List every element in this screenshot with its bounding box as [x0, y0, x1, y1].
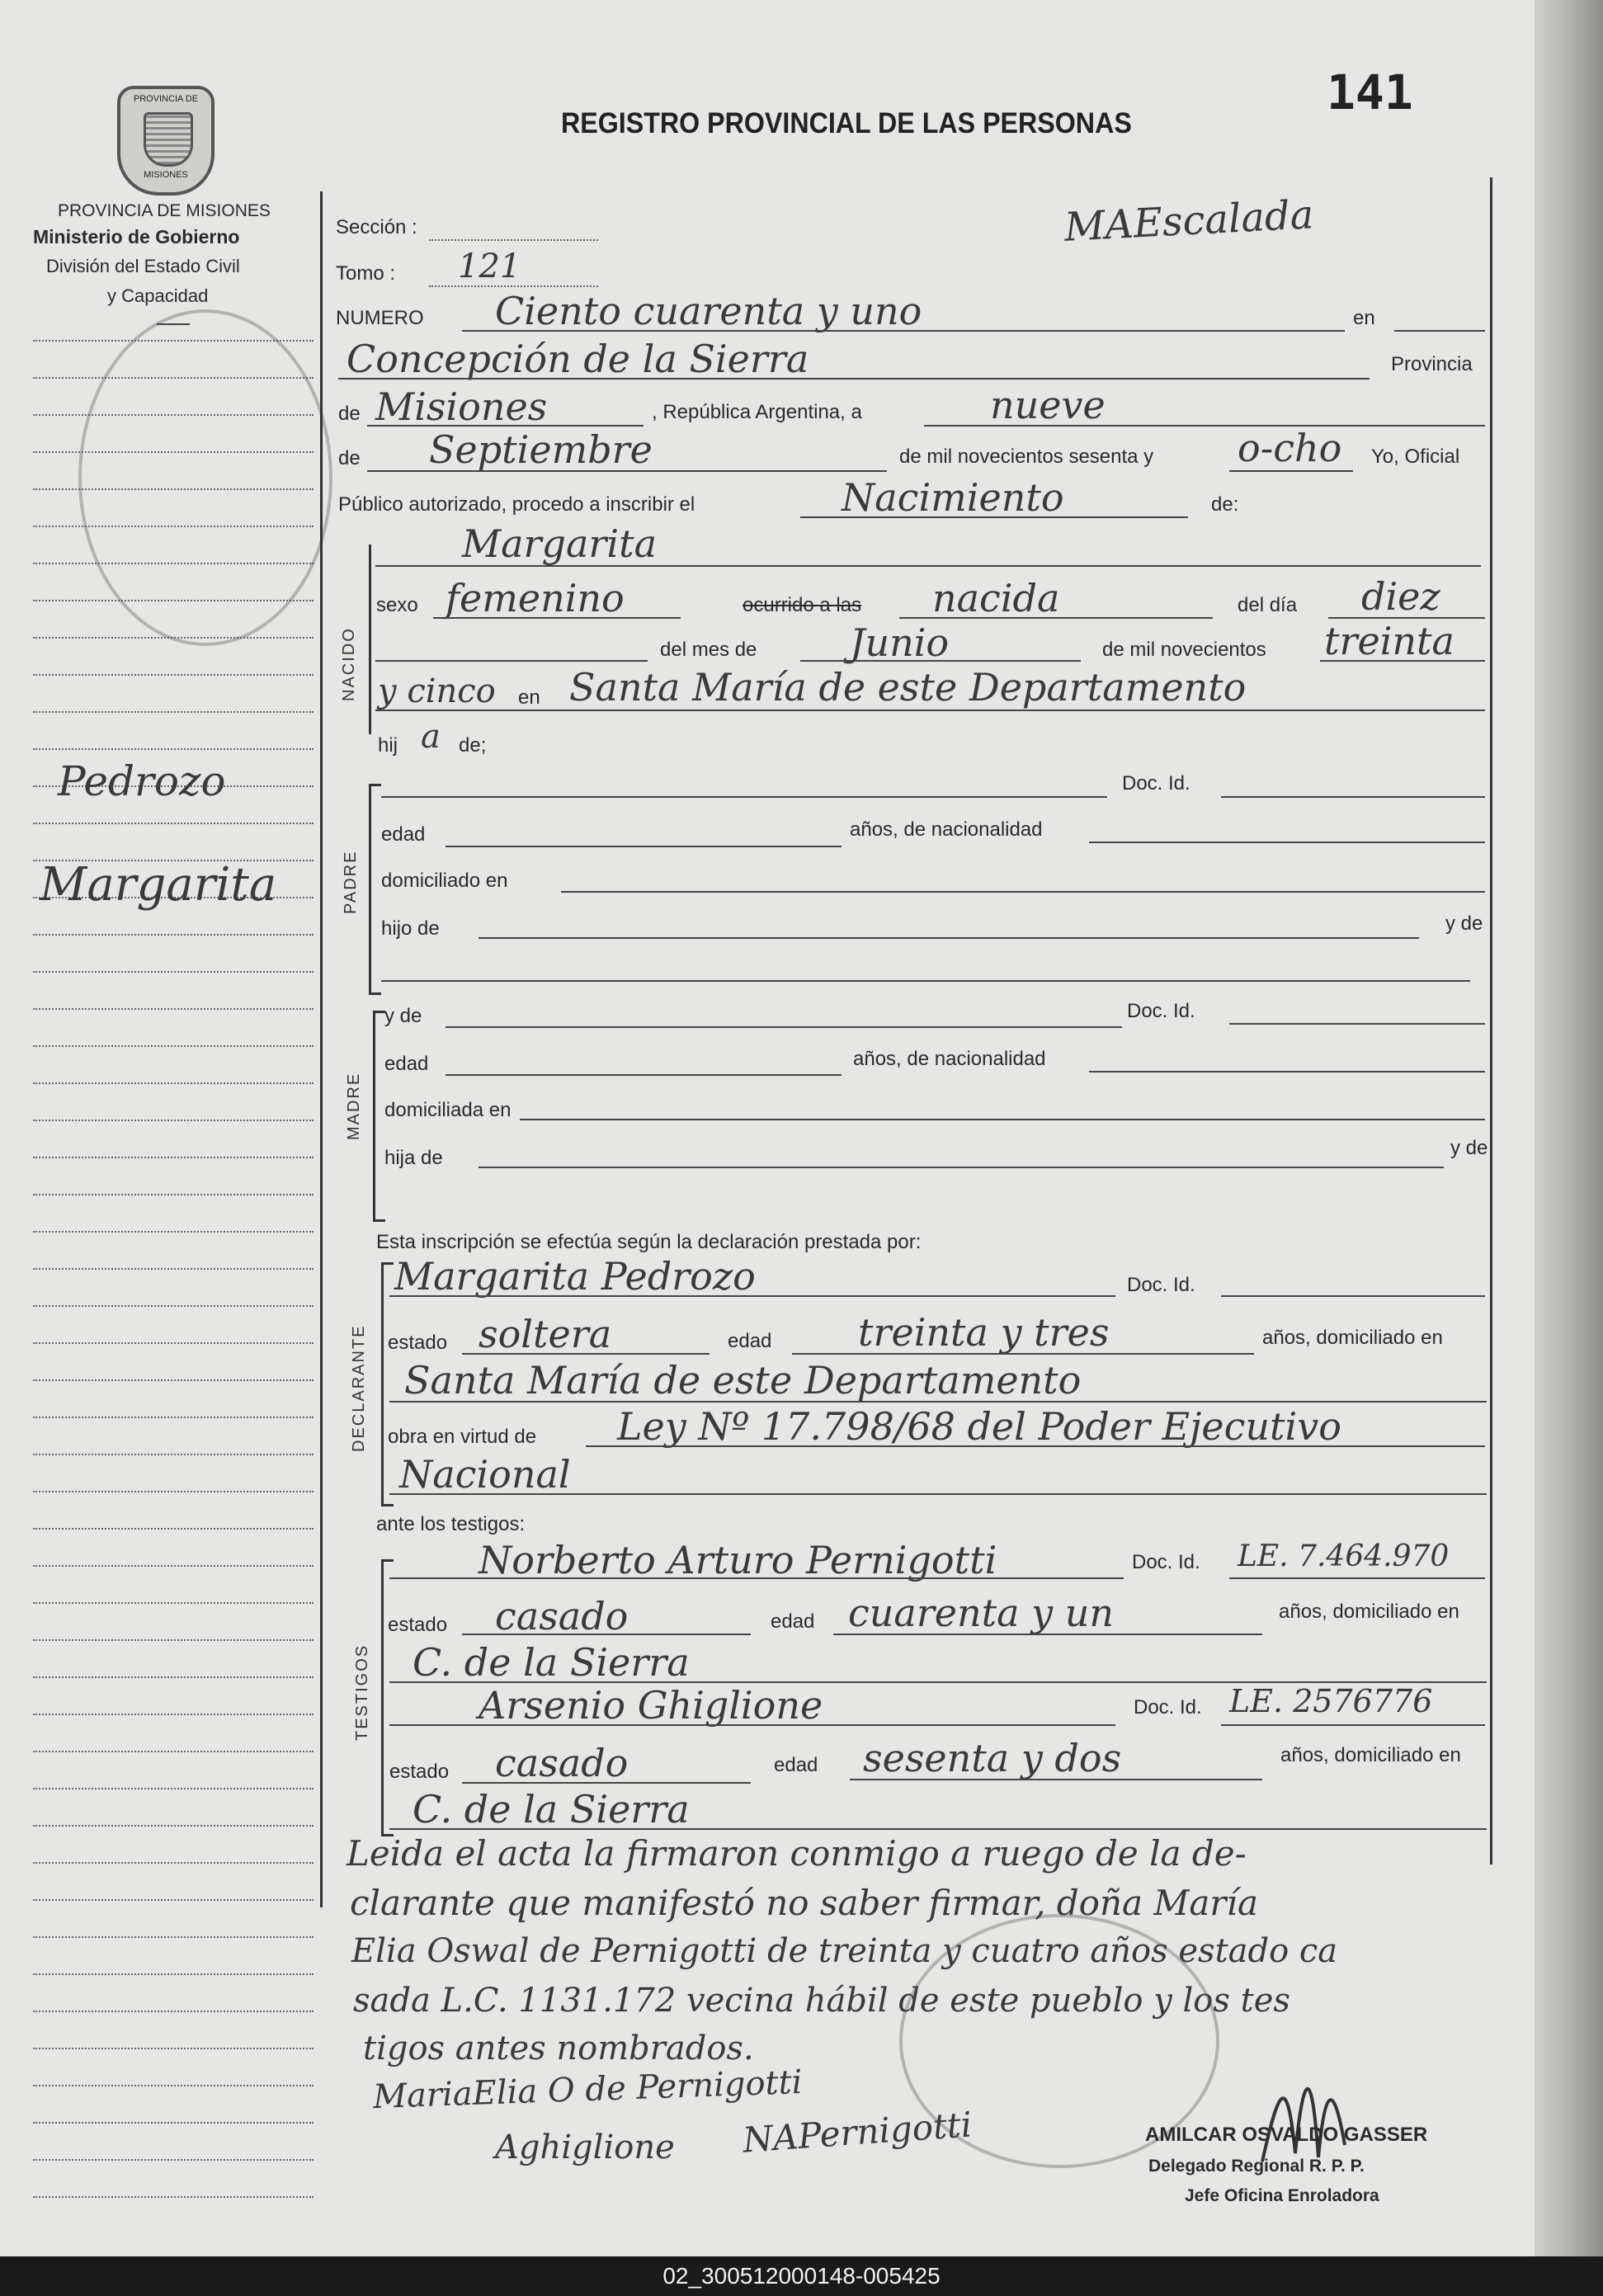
testigo1-estado-line — [462, 1634, 751, 1635]
madre-doc-line — [1229, 1023, 1485, 1025]
en-label: en — [1353, 307, 1375, 329]
margin-rule-line — [33, 2011, 314, 2012]
margin-rule-line — [33, 1008, 314, 1010]
acto-line — [800, 516, 1188, 518]
anio-inscripcion-value: o-cho — [1238, 426, 1342, 470]
margin-rule-line — [33, 1045, 314, 1047]
de-colon-label: de: — [1211, 493, 1239, 516]
numero-value: Ciento cuarenta y uno — [495, 289, 922, 333]
margin-rule-line — [33, 971, 314, 973]
margin-rule-line — [33, 2122, 314, 2124]
testigo2-dom-value: C. de la Sierra — [413, 1787, 690, 1832]
padre-nac-line — [1089, 842, 1485, 843]
madre-yde-label: y de — [384, 1005, 422, 1027]
madre-name-line — [446, 1026, 1122, 1028]
nacido-side-label: NACIDO — [340, 627, 358, 701]
testigo1-doc-value: LE. 7.464.970 — [1238, 1539, 1450, 1573]
del-dia-label: del día — [1238, 594, 1298, 616]
officer-signature-svg — [1254, 2054, 1353, 2170]
madre-yde2-label: y de — [1450, 1137, 1488, 1159]
declarante-domicilio-value: Santa María de este Departamento — [404, 1358, 1082, 1403]
declaracion-label: Esta inscripción se efectúa según la declaración prestada por: — [376, 1231, 922, 1253]
numero-label: NUMERO — [336, 307, 424, 329]
officer-signature-scribble — [1254, 2054, 1353, 2170]
margin-rule-line — [33, 1305, 314, 1307]
testigos-side-label: TESTIGOS — [353, 1643, 371, 1741]
madre-dom-line — [520, 1119, 1485, 1120]
margin-rule-line — [33, 1602, 314, 1604]
margin-rule-line — [33, 1862, 314, 1864]
lugar-value: Concepción de la Sierra — [347, 337, 809, 381]
lugar-nac-value: Santa María de este Departamento — [569, 665, 1247, 710]
margin-rule-line — [33, 1528, 314, 1530]
padre-hijo-line — [479, 937, 1419, 939]
declarante-side-label: DECLARANTE — [350, 1324, 368, 1452]
margin-rule-line — [33, 1639, 314, 1641]
en-line — [1394, 330, 1485, 332]
testigo1-estado-label: estado — [388, 1614, 448, 1636]
margin-rule-line — [33, 711, 314, 713]
publico-label: Público autorizado, procedo a inscribir el — [338, 493, 695, 516]
testigo1-doc-label: Doc. Id. — [1132, 1551, 1200, 1573]
margin-rule-line — [33, 1231, 314, 1233]
obra-line — [586, 1445, 1485, 1447]
mes-value: Junio — [850, 620, 950, 665]
nacido-bracket — [369, 545, 381, 734]
padre-doc-label: Doc. Id. — [1122, 772, 1190, 794]
madre-bracket — [373, 1011, 385, 1222]
anio-inscripcion-line — [1229, 470, 1353, 472]
ocurrido-label: ocurrido a las — [743, 594, 862, 616]
de-label-2: de — [338, 447, 361, 469]
padre-hijo-label: hijo de — [381, 917, 440, 940]
padre-doc-line — [1221, 796, 1485, 798]
testigo2-estado-line — [462, 1782, 751, 1784]
tomo-label: Tomo : — [336, 262, 396, 285]
seccion-label: Sección : — [336, 216, 417, 238]
testigo1-value: Norberto Arturo Pernigotti — [479, 1538, 997, 1582]
margin-rule-line — [33, 1491, 314, 1492]
testigo2-dom-line — [389, 1828, 1487, 1830]
mes-inscripcion-line — [367, 470, 887, 472]
main-border-right — [1490, 177, 1492, 1865]
lugar-nac-line — [375, 710, 1485, 711]
seal-emblem — [144, 112, 193, 167]
seal-top-text: PROVINCIA DE — [133, 94, 199, 104]
testigo2-doc-line — [1221, 1724, 1485, 1726]
provincia-label: Provincia — [1391, 353, 1473, 375]
declarante-edad-label: edad — [728, 1330, 772, 1352]
yo-oficial-label: Yo, Oficial — [1371, 446, 1460, 468]
left-header-division: División del Estado Civil — [46, 256, 240, 276]
padre-edad-line — [446, 846, 842, 847]
margin-rule-line — [33, 934, 314, 936]
registrar-signature: MAEscalada — [1063, 191, 1315, 251]
margin-rule-line — [33, 1082, 314, 1084]
testigo1-edad-line — [833, 1634, 1262, 1635]
testigo2-dom-label: años, domiciliado en — [1280, 1744, 1461, 1766]
pre-mes-line — [375, 660, 648, 662]
margin-surname: Pedrozo — [58, 757, 226, 805]
signature-maria-elia: MariaElia O de Pernigotti — [372, 2063, 804, 2117]
padre-dom-label: domiciliado en — [381, 870, 508, 892]
mes-line — [800, 660, 1081, 662]
madre-nac-label: años, de nacionalidad — [853, 1048, 1046, 1070]
testigo1-doc-line — [1229, 1577, 1485, 1579]
declarante-doc-line — [1221, 1295, 1485, 1297]
nombre-line — [375, 565, 1481, 567]
left-header-province: PROVINCIA DE MISIONES — [58, 201, 271, 220]
margin-rule-line — [33, 1268, 314, 1270]
numero-line — [462, 330, 1345, 332]
testigo1-dom-label: años, domiciliado en — [1279, 1601, 1459, 1623]
de-label-1: de — [338, 403, 361, 425]
officer-office: Jefe Oficina Enroladora — [1185, 2186, 1379, 2205]
testigo1-edad-value: cuarenta y un — [848, 1591, 1115, 1635]
testigo2-edad-value: sesenta y dos — [863, 1736, 1122, 1780]
madre-side-label: MADRE — [345, 1072, 363, 1140]
closing-line-4: sada L.C. 1131.172 vecina hábil de este pueblo y los tes — [353, 1982, 1290, 2020]
del-mes-label: del mes de — [660, 639, 757, 661]
declarante-estado-line — [462, 1353, 710, 1355]
margin-rule-line — [33, 2159, 314, 2161]
anio-nac-line — [1320, 660, 1485, 662]
tomo-value: 121 — [458, 248, 521, 285]
padre-name-line — [381, 796, 1107, 798]
mes-inscripcion-value: Septiembre — [429, 427, 653, 472]
margin-rule-line — [33, 2196, 314, 2198]
margin-rule-line — [33, 1342, 314, 1344]
closing-line-5: tigos antes nombrados. — [363, 2030, 754, 2067]
office-stamp-left — [78, 309, 332, 646]
hij-suffix-value: a — [421, 718, 441, 756]
dia-inscripcion-value: nueve — [990, 383, 1106, 427]
margin-rule-line — [33, 674, 314, 676]
seal-bottom-text: MISIONES — [144, 170, 188, 180]
margin-rule-line — [33, 1157, 314, 1158]
padre-dom-line — [561, 891, 1485, 893]
margin-rule-line — [33, 1454, 314, 1455]
dia-inscripcion-line — [924, 425, 1485, 427]
testigo2-doc-label: Doc. Id. — [1134, 1696, 1202, 1718]
testigo1-estado-value: casado — [495, 1594, 629, 1638]
anio-nac-value: treinta — [1324, 619, 1454, 663]
signature-ghiglione: Aghiglione — [495, 2129, 675, 2166]
officer-name: AMILCAR OSVALDO GASSER — [1145, 2124, 1428, 2146]
ante-testigos-label: ante los testigos: — [376, 1513, 526, 1535]
book-binding-edge — [1535, 0, 1603, 2256]
margin-rule-line — [33, 2048, 314, 2049]
testigo1-line — [389, 1577, 1124, 1579]
margin-rule-line — [33, 1194, 314, 1195]
obra-line-2 — [389, 1493, 1487, 1495]
madre-hija-label: hija de — [384, 1147, 443, 1169]
declarante-nombre-value: Margarita Pedrozo — [394, 1254, 756, 1299]
declarante-domicilio-line — [389, 1401, 1487, 1403]
testigo2-estado-value: casado — [495, 1741, 629, 1785]
sexo-value: femenino — [446, 576, 625, 620]
madre-edad-line — [446, 1074, 842, 1076]
hij-label: hij — [378, 734, 398, 757]
main-border-left — [320, 191, 323, 1907]
acto-value: Nacimiento — [842, 475, 1064, 520]
document-title: REGISTRO PROVINCIAL DE LAS PERSONAS — [561, 107, 1132, 139]
margin-rule-line — [33, 748, 314, 750]
officer-title: Delegado Regional R. P. P. — [1148, 2157, 1365, 2176]
closing-line-3: Elia Oswal de Pernigotti de treinta y cuatro años estado ca — [351, 1932, 1338, 1970]
seccion-line — [429, 239, 598, 241]
obra-value: Ley Nº 17.798/68 del Poder Ejecutivo — [617, 1404, 1341, 1449]
provincia-value: Misiones — [375, 384, 548, 429]
dia-value: diez — [1361, 574, 1440, 619]
de-mil-label: de mil novecientos sesenta y — [899, 446, 1154, 468]
testigo2-value: Arsenio Ghiglione — [479, 1683, 823, 1728]
margin-rule-line — [33, 1676, 314, 1678]
signature-pernigotti: NAPernigotti — [741, 2104, 974, 2161]
declarante-estado-value: soltera — [479, 1312, 612, 1356]
testigo2-doc-value: LE. 2576776 — [1229, 1683, 1433, 1719]
padre-edad-label: edad — [381, 823, 426, 846]
nacida-value: nacida — [932, 576, 1060, 620]
de-semicolon-label: de; — [459, 734, 487, 757]
obra-value-2: Nacional — [399, 1452, 571, 1497]
declarante-dom-label: años, domiciliado en — [1262, 1327, 1443, 1349]
declarante-estado-label: estado — [388, 1332, 448, 1354]
testigo2-edad-label: edad — [774, 1754, 818, 1776]
padre-extra-line — [381, 980, 1470, 982]
de-mil2-label: de mil novecientos — [1102, 639, 1266, 661]
footer-code: 02_300512000148-005425 — [0, 2256, 1603, 2296]
margin-rule-line — [33, 1973, 314, 1975]
margin-rule-line — [33, 1751, 314, 1752]
province-seal — [117, 86, 215, 196]
anio-nac2-value: y cinco — [378, 672, 496, 710]
madre-hija-line — [479, 1167, 1444, 1168]
margin-rule-line — [33, 2085, 314, 2086]
testigo1-dom-value: C. de la Sierra — [413, 1640, 690, 1685]
nacida-line — [899, 617, 1213, 619]
margin-rule-line — [33, 1565, 314, 1567]
margin-rule-line — [33, 1936, 314, 1938]
closing-line-1: Leida el acta la firmaron conmigo a ruego de la de- — [347, 1833, 1247, 1874]
testigo2-edad-line — [850, 1779, 1262, 1780]
declarante-edad-value: treinta y tres — [858, 1310, 1110, 1355]
padre-yde-label: y de — [1445, 912, 1483, 935]
margin-rule-line — [33, 1417, 314, 1418]
obra-label: obra en virtud de — [388, 1426, 537, 1448]
republica-label: , República Argentina, a — [652, 401, 862, 423]
madre-doc-label: Doc. Id. — [1127, 1000, 1195, 1022]
padre-nac-label: años, de nacionalidad — [850, 818, 1043, 841]
tomo-line — [429, 285, 598, 287]
margin-rule-line — [33, 1714, 314, 1715]
page-number: 141 — [1327, 64, 1413, 120]
madre-dom-label: domiciliada en — [384, 1099, 512, 1121]
testigo2-estado-label: estado — [389, 1761, 450, 1783]
padre-bracket — [369, 784, 381, 995]
testigo1-edad-label: edad — [771, 1610, 815, 1633]
declarante-doc-label: Doc. Id. — [1127, 1274, 1195, 1296]
left-header-ministry: Ministerio de Gobierno — [33, 226, 240, 248]
margin-rule-line — [33, 1120, 314, 1121]
left-header-capacity: y Capacidad — [107, 285, 209, 306]
declarante-nombre-line — [389, 1295, 1115, 1297]
margin-given-name: Margarita — [40, 858, 277, 912]
madre-nac-line — [1089, 1071, 1485, 1073]
nombre-value: Margarita — [462, 521, 657, 566]
declarante-bracket — [381, 1262, 394, 1506]
declarante-edad-line — [792, 1353, 1254, 1355]
sexo-label: sexo — [376, 594, 418, 616]
en-nac-label: en — [518, 686, 540, 709]
closing-line-2: clarante que manifestó no saber firmar, doña María — [350, 1883, 1258, 1923]
madre-edad-label: edad — [384, 1053, 429, 1075]
padre-side-label: PADRE — [342, 850, 360, 914]
margin-rule-line — [33, 1788, 314, 1789]
margin-rule-line — [33, 823, 314, 824]
sexo-line — [433, 617, 681, 619]
lugar-line — [338, 378, 1370, 380]
margin-rule-line — [33, 1825, 314, 1827]
margin-rule-line — [33, 1379, 314, 1381]
provincia-line — [367, 425, 644, 427]
testigo2-line — [389, 1724, 1115, 1726]
testigos-bracket — [381, 1559, 394, 1836]
margin-rule-line — [33, 1899, 314, 1901]
